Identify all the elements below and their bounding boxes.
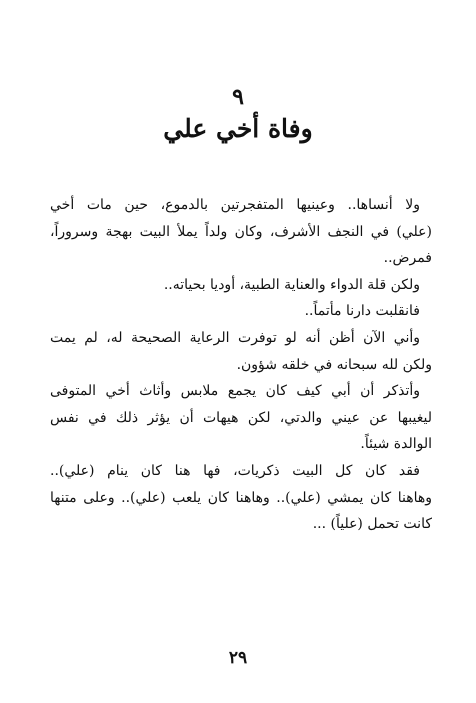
page-number: ٢٩ <box>228 648 248 668</box>
text-line: فمرض.. <box>383 250 432 267</box>
chapter-number: ٩ <box>232 84 244 110</box>
text-line: ولكن لله سبحانه في خلقه شؤون. <box>236 356 432 373</box>
text-line: كانت تحمل (علياً) ... <box>312 516 432 533</box>
text-line: وهاهنا كان يمشي (علي).. وهاهنا كان يلعب (علي).. وعلى متنها <box>50 489 432 506</box>
text-line: ولا أنساها.. وعينيها المتفجرتين بالدموع، حين مات أخي <box>50 197 420 213</box>
text-line: الوالدة شيئاً. <box>360 436 432 453</box>
text-line: وأتذكر أن أبي كيف كان يجمع ملابس وأثاث أخي المتوفى <box>50 383 420 400</box>
text-line: ليغيبها عن عيني والدتي، لكن هيهات أن يؤثر ذلك في نفس <box>50 409 432 426</box>
text-line: (علي) في النجف الأشرف، وكان ولداً يملأ البيت بهجة وسروراً، <box>50 223 432 240</box>
chapter-title: وفاة أخي علي <box>163 114 313 143</box>
body-text <box>50 192 432 538</box>
text-line: فانقلبت دارنا مأتماً.. <box>304 303 420 320</box>
text-line: ولكن قلة الدواء والعناية الطبية، أوديا بحياته.. <box>163 276 420 293</box>
text-line: فقد كان كل البيت ذكريات، فها هنا كان ينام (علي).. <box>50 462 420 479</box>
text-line: وأني الآن أظن أنه لو توفرت الرعاية الصحيحة له، لم يمت <box>50 329 420 346</box>
